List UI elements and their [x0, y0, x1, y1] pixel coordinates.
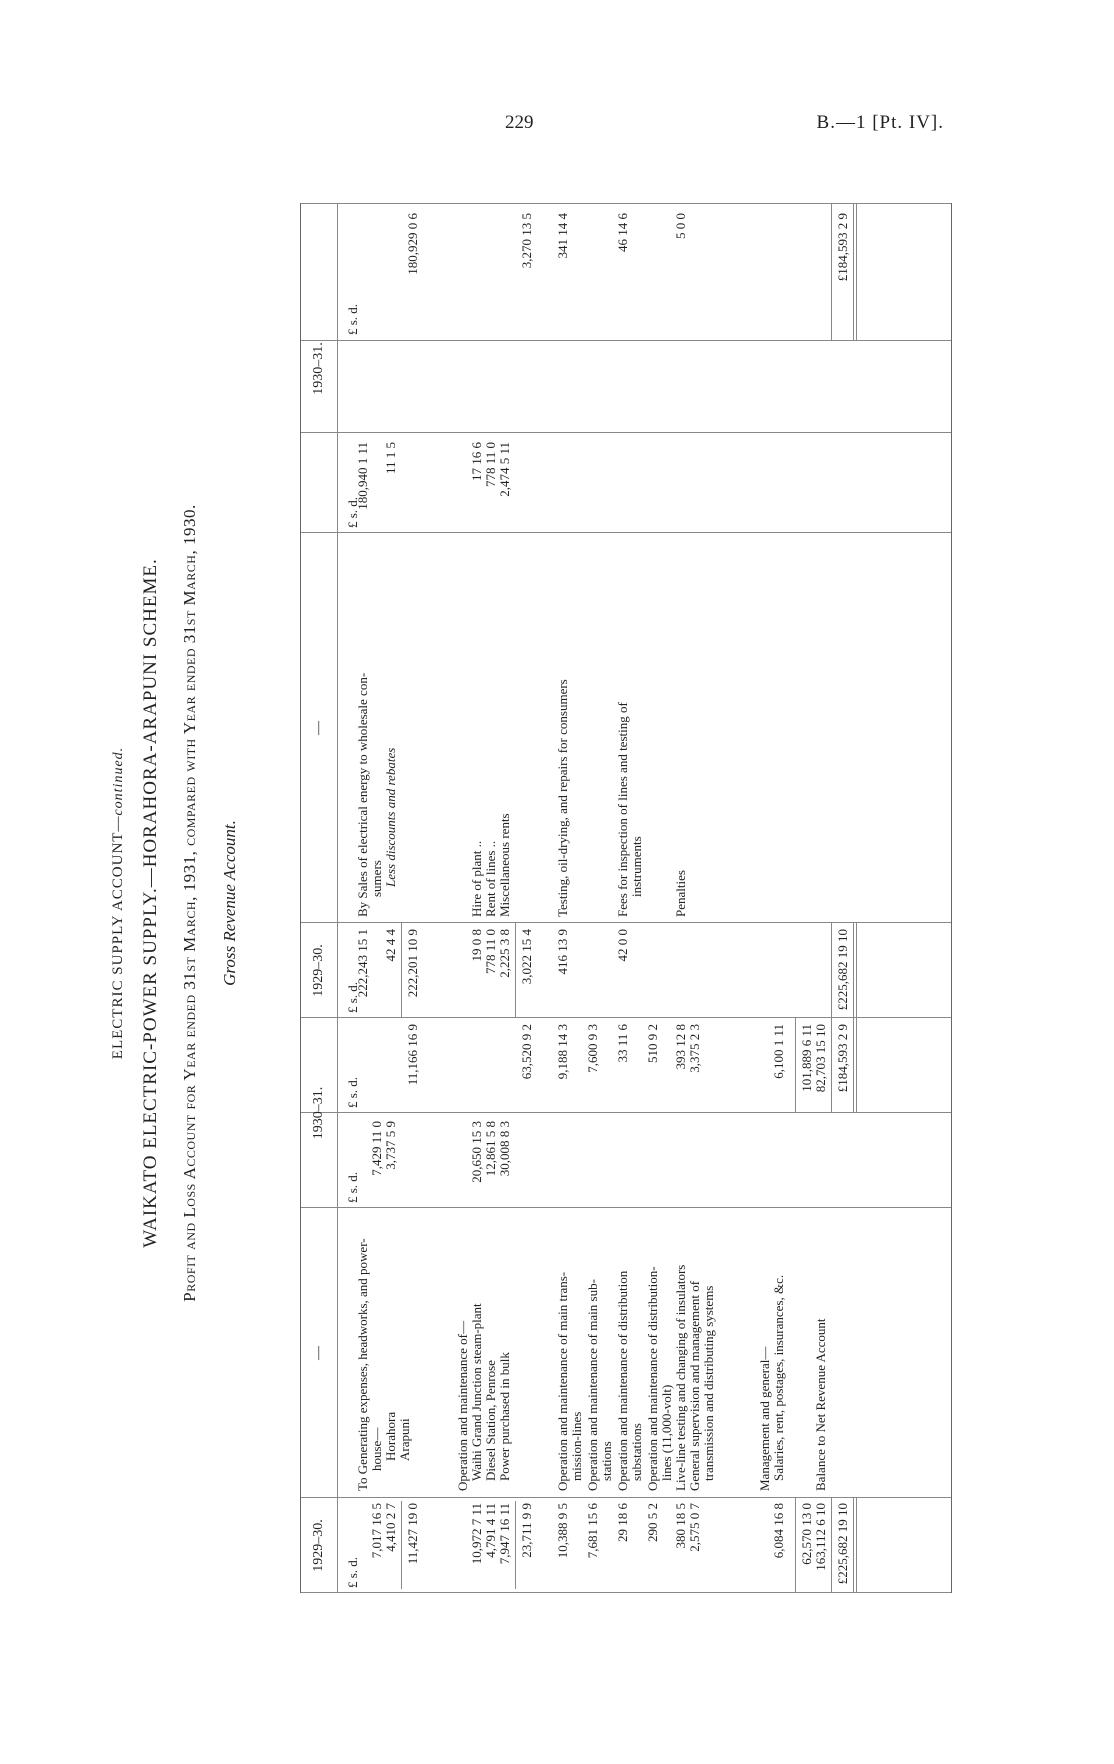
- total-rule: [831, 1018, 832, 1113]
- debit-1930-balance: 163,112 6 10: [813, 1503, 828, 1571]
- credit-1931-net-sales: 180,929 0 6: [405, 213, 420, 275]
- credit-1930-misc-rents: 2,225 3 8: [497, 929, 512, 978]
- label-balance: Balance to Net Revenue Account: [813, 1318, 828, 1491]
- label-horahora: Horahora: [383, 1411, 398, 1461]
- gross-revenue-table: [300, 203, 952, 1593]
- credit-1930-sales: 222,243 15 1: [355, 929, 370, 998]
- subtotal-rule: [401, 1501, 402, 1589]
- header-rule: [337, 203, 338, 1593]
- unit-header: £ s. d.: [345, 303, 360, 335]
- account-subtitle: Profit and Loss Account for Year ended 31st March, 1931, compared with Year ended 31st March, 1930.: [180, 504, 199, 1302]
- subtotal-rule: [401, 923, 402, 1018]
- credit-1930-rents-total: 3,022 15 4: [519, 929, 534, 985]
- rule: [301, 532, 951, 533]
- credit-header-1930-31: 1930–31.: [311, 342, 326, 395]
- debit-1930-diesel: 4,791 4 11: [483, 1503, 498, 1558]
- debit-1930-live-line: 380 18 5: [673, 1503, 688, 1549]
- debit-1931-power-purchased: 30,008 8 3: [497, 1121, 512, 1177]
- debit-1931-expenditure-total: 101,889 6 11: [799, 1024, 814, 1092]
- label-rent-of-lines: Rent of lines ..: [483, 840, 498, 917]
- label-sales-cont: sumers: [369, 860, 384, 897]
- total-rule: [853, 1498, 854, 1593]
- credit-1931-grand-total: £184,593 2 9: [835, 213, 850, 282]
- unit-header: £ s. d.: [345, 1556, 360, 1588]
- debit-1930-power-purchased: 7,947 16 11: [497, 1503, 512, 1565]
- debit-1930-transmission-lines: 10,388 9 5: [555, 1503, 570, 1559]
- credit-1930-grand-total: £225,682 19 10: [835, 929, 850, 1011]
- credit-1931-testing: 341 14 4: [555, 213, 570, 259]
- unit-header: £ s. d.: [345, 981, 360, 1013]
- total-rule: [831, 1498, 832, 1593]
- total-rule: [831, 204, 832, 341]
- credit-1931-discounts: 11 1 5: [383, 442, 398, 475]
- debit-1930-distribution-substations: 29 18 6: [615, 1503, 630, 1542]
- unit-header: £ s. d.: [345, 1076, 360, 1108]
- page-number: 229: [505, 112, 534, 133]
- label-live-line: Live-line testing and changing of insulators: [673, 1264, 688, 1491]
- debit-header-dash: —: [311, 1346, 326, 1360]
- label-distribution-substations: Operation and maintenance of distribution: [615, 1270, 630, 1491]
- label-distribution-lines-cont: lines (11,000-volt): [659, 1384, 674, 1481]
- subtotal-rule: [795, 1018, 796, 1113]
- debit-header-1930-31: 1930–31.: [311, 1086, 326, 1140]
- label-testing: Testing, oil-drying, and repairs for consumers: [555, 679, 570, 917]
- subtotal-rule: [515, 1501, 516, 1589]
- label-generating: To Generating expenses, headworks, and power-: [355, 1238, 370, 1491]
- debit-1931-generating-total: 11,166 16 9: [405, 1024, 420, 1086]
- rule: [301, 432, 951, 433]
- debit-1931-arapuni: 3,737 5 9: [383, 1121, 398, 1170]
- label-supervision-cont: transmission and distributing systems: [701, 1285, 716, 1481]
- label-hire-of-plant: Hire of plant ..: [469, 840, 484, 917]
- label-misc-rents: Miscellaneous rents: [497, 813, 512, 917]
- credit-header-dash: —: [311, 721, 326, 735]
- label-generating-cont: house—: [369, 1427, 384, 1471]
- supertitle-continued: continued.: [111, 746, 126, 816]
- debit-1931-live-line: 393 12 8: [673, 1024, 688, 1070]
- label-transmission-lines: Operation and maintenance of main trans-: [555, 1271, 570, 1491]
- label-discounts: Less discounts and rebates: [383, 747, 398, 887]
- debit-1930-expenditure-total: 62,570 13 0: [799, 1503, 814, 1565]
- debit-1931-distribution-substations: 33 11 6: [615, 1024, 630, 1063]
- credit-1931-rents-total: 3,270 13 5: [519, 213, 534, 269]
- label-distribution-substations-cont: substations: [629, 1423, 644, 1481]
- total-rule: [856, 204, 857, 341]
- label-penalties: Penalties: [673, 870, 688, 917]
- section-title: Gross Revenue Account.: [220, 820, 239, 986]
- debit-1930-operation-total: 23,711 9 9: [519, 1503, 534, 1558]
- debit-1931-transmission-lines: 9,188 14 3: [555, 1024, 570, 1080]
- debit-1931-operation-total: 63,520 9 2: [519, 1024, 534, 1080]
- credit-1930-hire-of-plant: 19 0 8: [469, 929, 484, 962]
- label-distribution-lines: Operation and maintenance of distribution-: [645, 1266, 660, 1491]
- debit-1931-balance: 82,703 15 10: [813, 1024, 828, 1093]
- debit-1930-generating-total: 11,427 19 0: [405, 1503, 420, 1565]
- debit-1931-salaries: 6,100 1 11: [771, 1024, 786, 1079]
- debit-1931-diesel: 12,861 5 8: [483, 1121, 498, 1177]
- credit-1931-rent-of-lines: 778 11 0: [483, 442, 498, 488]
- rotated-account-sheet: [80, 183, 970, 1623]
- label-power-purchased: Power purchased in bulk: [497, 1352, 512, 1481]
- total-rule: [856, 1498, 857, 1593]
- credit-1930-rent-of-lines: 778 11 0: [483, 929, 498, 975]
- label-fees: Fees for inspection of lines and testing of: [615, 702, 630, 917]
- credit-1931-hire-of-plant: 17 16 6: [469, 442, 484, 481]
- page-header: [0, 112, 1114, 152]
- label-management: Management and general—: [757, 1346, 772, 1491]
- debit-1930-distribution-lines: 290 5 2: [645, 1503, 660, 1542]
- supertitle: ELECTRIC SUPPLY ACCOUNT—continued.: [110, 746, 126, 1060]
- page-reference: B.—1 [Pt. IV].: [816, 112, 944, 133]
- debit-1930-horahora: 7,017 16 5: [369, 1503, 384, 1559]
- credit-1931-sales: 180,940 1 11: [355, 442, 370, 510]
- debit-1931-waihi: 20,650 15 3: [469, 1121, 484, 1183]
- label-fees-cont: instruments: [629, 836, 644, 897]
- debit-1930-salaries: 6,084 16 8: [771, 1503, 786, 1559]
- label-sales: By Sales of electrical energy to wholesale con-: [355, 672, 370, 917]
- label-supervision: General supervision and management of: [687, 1280, 702, 1491]
- debit-1931-distribution-lines: 510 9 2: [645, 1024, 660, 1063]
- total-rule: [853, 923, 854, 1018]
- debit-1931-horahora: 7,429 11 0: [369, 1121, 384, 1176]
- debit-1930-supervision: 2,575 0 7: [687, 1503, 702, 1552]
- credit-header-1929-30: 1929–30.: [311, 944, 326, 997]
- rule: [301, 1207, 951, 1208]
- credit-1930-net-sales: 222,201 10 9: [405, 929, 420, 998]
- unit-header: £ s. d.: [345, 1171, 360, 1203]
- label-transmission-lines-cont: mission-lines: [569, 1411, 584, 1481]
- label-salaries: Salaries, rent, postages, insurances, &c.: [771, 1274, 786, 1481]
- subtotal-rule: [515, 923, 516, 1018]
- label-arapuni: Arapuni: [397, 1418, 412, 1461]
- debit-1930-main-substations: 7,681 15 6: [585, 1503, 600, 1559]
- credit-1930-testing: 416 13 9: [555, 929, 570, 975]
- unit-header: £ s. d.: [345, 496, 360, 528]
- credit-1931-penalties: 5 0 0: [673, 213, 688, 239]
- total-rule: [856, 1018, 857, 1113]
- debit-header-1929-30: 1929–30.: [311, 1519, 326, 1572]
- total-rule: [853, 204, 854, 341]
- debit-1931-main-substations: 7,600 9 3: [585, 1024, 600, 1073]
- credit-1931-misc-rents: 2,474 5 11: [497, 442, 512, 497]
- main-title: WAIKATO ELECTRIC-POWER SUPPLY.—HORAHORA-ARAPUNI SCHEME.: [140, 558, 161, 1248]
- title-block: [80, 183, 300, 1623]
- credit-1931-fees: 46 14 6: [615, 213, 630, 252]
- debit-1930-grand-total: £225,682 19 10: [835, 1503, 850, 1585]
- label-operation: Operation and maintenance of—: [455, 1320, 470, 1491]
- label-main-substations: Operation and maintenance of main sub-: [585, 1279, 600, 1491]
- credit-1930-discounts: 42 4 4: [383, 929, 398, 962]
- debit-1930-arapuni: 4,410 2 7: [383, 1503, 398, 1552]
- total-rule: [831, 923, 832, 1018]
- total-rule: [856, 923, 857, 1018]
- total-rule: [853, 1018, 854, 1113]
- label-main-substations-cont: stations: [599, 1441, 614, 1481]
- label-diesel: Diesel Station, Penrose: [483, 1360, 498, 1481]
- subtotal-rule: [795, 1498, 796, 1593]
- credit-1930-fees: 42 0 0: [615, 929, 630, 962]
- label-waihi: Waihi Grand Junction steam-plant: [469, 1303, 484, 1481]
- debit-1931-supervision: 3,375 2 3: [687, 1024, 702, 1073]
- debit-1930-waihi: 10,972 7 11: [469, 1503, 484, 1565]
- debit-1931-grand-total: £184,593 2 9: [835, 1024, 850, 1093]
